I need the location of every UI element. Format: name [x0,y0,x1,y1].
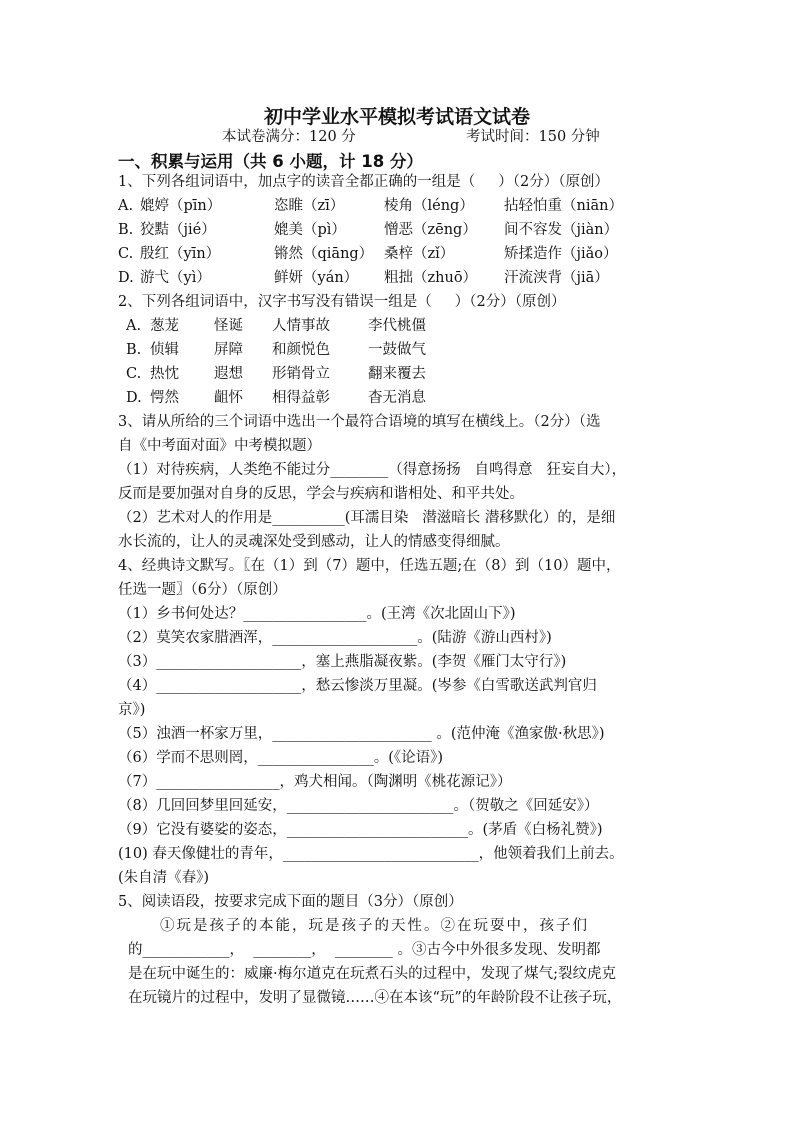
q1-option-d: D. 游弋（yì） 鲜妍（yán） 粗拙（zhuō） 汗流浃背（jiā） [118,270,609,286]
q4-item: （3）____________________，塞上燕脂凝夜紫。(李贺《雁门太守行》) [118,654,567,670]
q1-option-a: A. 媲婷（pīn） 恣睢（zī） 棱角（léng） 拈轻怕重（niān） [118,198,623,214]
q1-option-c: C. 殷红（yīn） 锵然（qiāng） 桑梓（zǐ） 矫揉造作（jiǎo） [118,246,618,262]
q3-item2-line2: 水长流的，让人的灵魂深处受到感动，让人的情感变得细腻。 [118,534,510,550]
q4-stem-line1: 4、经典诗文默写。〖在（1）到（7）题中，任选五题;在（8）到（10）题中， [118,558,621,574]
exam-time: 考试时间：150 分钟 [466,129,600,145]
q2-option-d: D. 愕然 齟怀 相得益彰 杳无消息 [126,390,426,406]
q1-stem: 1、下列各组词语中，加点字的读音全都正确的一组是（ ）（2分）（原创） [118,174,609,190]
full-score: 本试卷满分：120 分 [222,129,356,145]
q2-option-c: C. 热忱 遐想 形销骨立 翻来覆去 [126,366,426,382]
q5-stem: 5、阅读语段，按要求完成下面的题目（3分）（原创） [118,894,463,910]
q4-item: （5）浊酒一杯家万里，______________________ 。(范仲淹《渔家傲·秋思》) [118,726,605,742]
q4-item: （9）它没有婆娑的姿态，_________________________。(茅盾《白杨礼赞》) [118,822,603,838]
q4-item: （2）莫笑农家腊酒浑，____________________。(陆游《游山西村》) [118,630,552,646]
q2-option-b: B. 侦辑 屏障 和颜悦色 一鼓做气 [126,342,426,358]
q4-stem-line2: 任选一题〗（6分）（原创） [118,582,287,598]
q3-stem-line2: 自《中考面对面》中考模拟题） [118,438,321,454]
q1-option-b: B. 狡黠（jié） 媲美（pì） 憎恶（zēng） 间不容发（jiàn） [118,222,619,238]
q4-item: （6）学而不思则罔，________________。(《论语》) [118,750,444,766]
q3-stem-line1: 3、请从所给的三个词语中选出一个最符合语境的填写在横线上。（2分）（选 [118,414,601,430]
q5-paragraph-line: 在玩镜片的过程中，发明了显微镜……④在本该“玩”的年龄阶段不让孩子玩， [128,990,622,1006]
q3-item1-line1: （1）对待疾病，人类绝不能过分________（得意扬扬 自鸣得意 狂妄自大）， [118,462,627,478]
q3-item1-line2: 反而是要加强对自身的反思，学会与疾病和谐相处、和平共处。 [118,486,524,502]
q4-item: （7）_________________，鸡犬相闻。（陶渊明《桃花源记》） [118,774,512,790]
q5-paragraph-line: 是在玩中诞生的：威廉·梅尔道克在玩煮石头的过程中，发现了煤气;裂纹虎克 [128,966,616,982]
q4-item: （8）几回回梦里回延安，_______________________。（贺敬之《回延安》） [118,798,599,814]
q4-item: (朱自清《春》) [118,870,210,886]
q4-item: 京》) [118,702,146,718]
q4-item: （4）____________________，愁云惨淡万里凝。(岑参《白雪歌送武判官归 [118,678,597,694]
q5-paragraph-line: ①玩是孩子的本能，玩是孩子的天性。②在玩耍中，孩子们 [160,918,589,934]
page-title: 初中学业水平模拟考试语文试卷 [263,106,530,128]
q4-item: （1）乡书何处达？_________________。(王湾《次北固山下》) [118,606,516,622]
q2-option-a: A. 葱茏 怪诞 人情事故 李代桃僵 [126,318,426,334]
q4-item: (10) 春天像健壮的青年，___________________________，他领着我们上前去。 [118,846,624,862]
q5-paragraph-line: 的____________， ________， ________ 。③古今中外很多发现、发明都 [128,942,601,958]
q3-item2-line1: （2）艺术对人的作用是__________(耳濡目染 潜滋暗长 潜移默化）的，是细 [118,510,616,526]
q2-stem: 2、下列各组词语中，汉字书写没有错误一组是（ ）（2分）（原创） [118,294,566,310]
section-heading: 一、积累与运用（共 6 小题，计 18 分） [118,152,423,171]
